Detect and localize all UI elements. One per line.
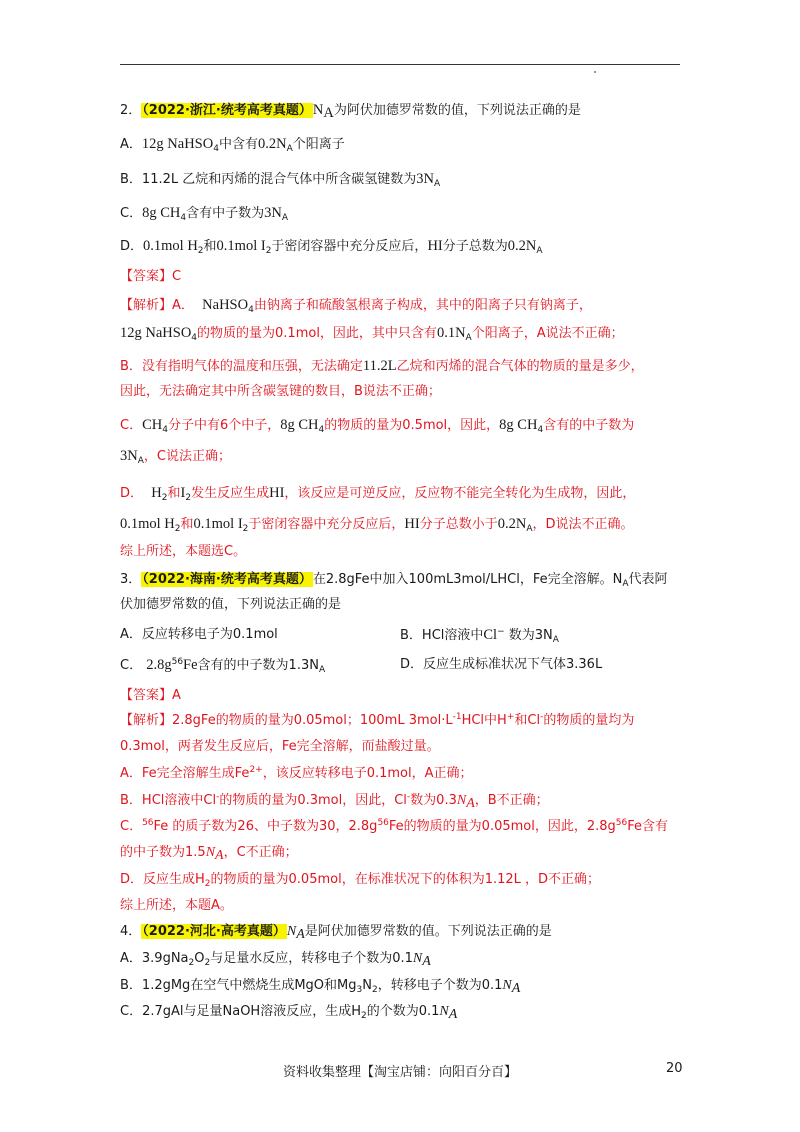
q4-option-b: B．1.2gMg在空气中燃烧生成MgO和$Mg_3N_2$，转移电子个数为$0.1N_A$ (120, 978, 521, 996)
q3-source: （2022·海南·统考高考真题） (142, 572, 312, 587)
q2-explain-a1: 【解析】A． NaHSO$_4$由钠离子和硫酸氢根离子构成，其中的阳离子只有钠离子， (120, 297, 592, 315)
q3-stem-line1: 3．（2022·海南·统考高考真题）在2.8gFe中加入100mL3mol/LHCl，Fe完全溶解。$N_A$代表阿 (120, 572, 668, 589)
footer-text: 资料收集整理【淘宝店铺：向阳百分百】 (282, 1065, 517, 1080)
q2-summary: 综上所述，本题选C。 (120, 544, 247, 559)
q2-option-d: D．0.1mol $H_2$和0.1mol $I_2$于密闭容器中充分反应后，HI分子总数为$0.2N_A$ (120, 238, 543, 256)
q3-explain-c2: 的中子数为$1.5N_A$，C不正确； (120, 845, 298, 863)
q3-explain-line1: 【解析】2.8gFe的物质的量为0.05mol；100mL $3mol\cdot L^{-1}HCl$中H+和Cl-的物质的量均为 (120, 712, 635, 728)
q2-explain-c2: $3N_A$，C说法正确； (120, 448, 231, 466)
header-dot (594, 71, 596, 73)
q2-explain-d1: D． $H_2$和$I_2$发生反应生成HI，该反应是可逆反应，反应物不能完全转化为生成物，因此， (120, 485, 636, 503)
q2-explain-c1: C．$CH_4$分子中有6个中子，8g $CH_4$的物质的量为0.5mol，因此，8g $CH_4$含有的中子数为 (120, 417, 635, 435)
header-rule (120, 64, 680, 65)
q3-explain-line2: 0.3mol，两者发生反应后，Fe完全溶解，而盐酸过量。 (120, 739, 440, 754)
q2-option-a: A．12g NaHSO$_4$中含有$0.2N_A$个阳离子 (120, 136, 345, 154)
q3-stem-line2: 伏加德罗常数的值，下列说法正确的是 (120, 597, 342, 612)
q2-explain-b2: 因此，无法确定其中所含碳氢键的数目，B说法不正确； (120, 384, 441, 399)
q2-option-b: B．11.2L 乙烷和丙烯的混合气体中所含碳氢键数为$3N_A$ (120, 171, 441, 189)
q2-option-c: C．8g $CH_4$含有中子数为$3N_A$ (120, 205, 289, 223)
q4-option-a: A．$3.9gNa_2O_2$与足量水反应，转移电子个数为$0.1N_A$ (120, 951, 431, 969)
q3-option-b: B．HCl溶液中Cl− 数为$3N_A$ (400, 627, 559, 645)
q2-explain-b1: B．没有指明气体的温度和压强，无法确定11.2L乙烷和丙烯的混合气体的物质的量是多少， (120, 358, 644, 374)
q4-source: （2022·河北·高考真题） (142, 924, 286, 939)
q2-stem: 2．（2022·浙江·统考高考真题）$N_A$为阿伏加德罗常数的值，下列说法正确的是 (120, 102, 581, 121)
q3-option-d: D．反应生成标准状况下气体3.36L (400, 657, 603, 672)
q4-option-c: C．2.7gAl与足量NaOH溶液反应，生成$H_2$的个数为$0.1N_A$ (120, 1004, 458, 1022)
q2-explain-d2: 0.1mol $H_2$和0.1mol $I_2$于密闭容器中充分反应后，HI分子总数小于$0.2N_A$，D说法不正确。 (120, 516, 634, 534)
page-number: 20 (666, 1061, 683, 1076)
q3-option-a: A．反应转移电子为0.1mol (120, 627, 278, 642)
q3-explain-a: A．Fe完全溶解生成$Fe^{2+}$，该反应转移电子0.1mol，A正确； (120, 765, 473, 781)
q3-answer: 【答案】A (120, 688, 181, 703)
q3-option-c: C． $2.8g^{56}Fe$含有的中子数为$1.3N_A$ (120, 657, 326, 675)
q4-stem: 4．（2022·河北·高考真题）$N_A$是阿伏加德罗常数的值。下列说法正确的是 (120, 924, 552, 942)
q3-explain-b: B．HCl溶液中Cl-的物质的量为0.3mol，因此，Cl-数为$0.3N_A$，B不正确； (120, 792, 549, 811)
q3-summary: 综上所述，本题A。 (120, 898, 233, 913)
q2-explain-a2: 12g NaHSO$_4$的物质的量为0.1mol，因此，其中只含有$0.1N_A$个阳离子，A说法不正确； (120, 325, 624, 343)
q3-explain-d: D．反应生成$H_2$的物质的量为0.05mol，在标准状况下的体积为1.12L ，D不正确； (120, 872, 601, 889)
q3-explain-c1: C．$^{56}$Fe 的质子数为26、中子数为30，$2.8g^{56}Fe$的物质的量为0.05mol，因此，$2.8g^{56}Fe$含有 (120, 818, 668, 834)
q2-answer: 【答案】C (120, 269, 182, 284)
q2-source: （2022·浙江·统考高考真题） (142, 103, 312, 118)
